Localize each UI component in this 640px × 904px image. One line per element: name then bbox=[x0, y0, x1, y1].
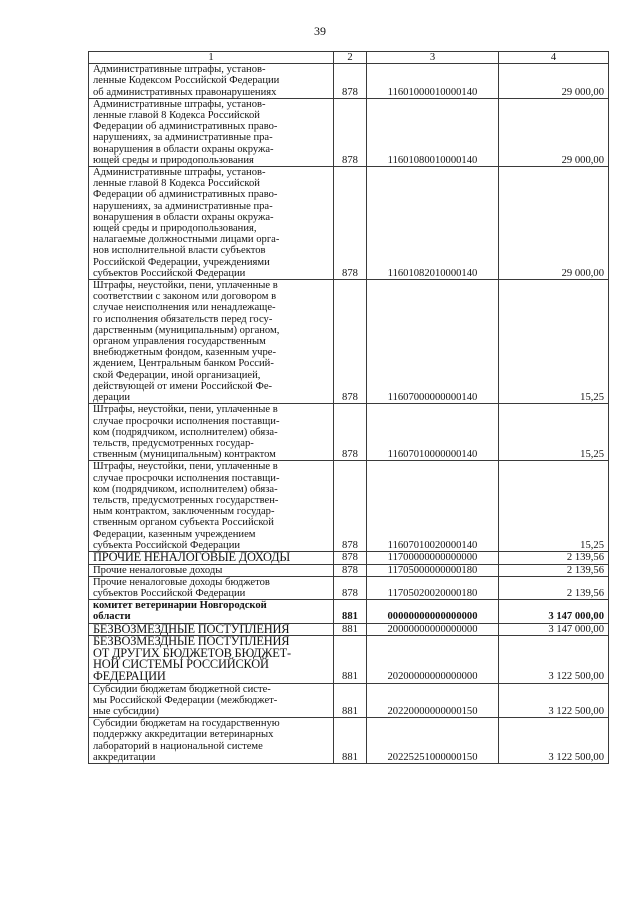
description-line: налагаемые должностными лицами орга- bbox=[93, 234, 280, 246]
description-line: Штрафы, неустойки, пени, уплаченные в bbox=[93, 404, 278, 416]
description-line: НОЙ СИСТЕМЫ РОССИЙСКОЙ bbox=[93, 657, 269, 672]
row-description bbox=[89, 461, 334, 552]
admin-code: 881 bbox=[334, 683, 367, 718]
description-line: соответствии с законом или договором в bbox=[93, 291, 277, 303]
description-line: ным контрактом, заключенным государ- bbox=[93, 506, 275, 518]
description-line: об административных правонарушениях bbox=[93, 86, 277, 98]
table-row bbox=[89, 167, 609, 280]
amount: 29 000,00 bbox=[499, 167, 609, 280]
description-line: Российской Федерации, учреждениями bbox=[93, 256, 270, 268]
budget-code: 11601000010000140 bbox=[367, 64, 499, 99]
description-line: Штрафы, неустойки, пени, уплаченные в bbox=[93, 461, 278, 473]
row-description bbox=[89, 98, 334, 166]
table-row bbox=[89, 64, 609, 99]
table-row bbox=[89, 600, 609, 623]
budget-code: 11705000000000180 bbox=[367, 564, 499, 576]
description-line: субъектов Российской Федерации bbox=[93, 587, 246, 599]
row-description bbox=[89, 683, 334, 718]
description-line: ющей среды и природопользования bbox=[93, 154, 254, 166]
description-line: Федерации, казенным учреждением bbox=[93, 528, 256, 540]
description-line: Прочие неналоговые доходы бюджетов bbox=[93, 576, 270, 588]
admin-code: 881 bbox=[334, 636, 367, 683]
admin-code: 878 bbox=[334, 461, 367, 552]
description-line: Административные штрафы, установ- bbox=[93, 98, 266, 110]
table-row bbox=[89, 404, 609, 461]
budget-code: 11607010000000140 bbox=[367, 404, 499, 461]
description-line: Субсидии бюджетам на государственную bbox=[93, 718, 280, 730]
description-line: поддержку аккредитации ветеринарных bbox=[93, 729, 274, 741]
amount: 3 147 000,00 bbox=[499, 623, 609, 636]
amount: 2 139,56 bbox=[499, 576, 609, 599]
description-line: ком (подрядчиком, исполнителем) обяза- bbox=[93, 483, 278, 495]
description-line: субъектов Российской Федерации bbox=[93, 267, 246, 279]
description-line: БЕЗВОЗМЕЗДНЫЕ ПОСТУПЛЕНИЯ bbox=[93, 634, 290, 649]
description-line: случае неисполнения или ненадлежаще- bbox=[93, 302, 276, 314]
description-line: ждением, Центральным банком Россий- bbox=[93, 358, 274, 370]
description-line: ской Федерации, иной организацией, bbox=[93, 369, 261, 381]
description-line: ленные главой 8 Кодекса Российской bbox=[93, 110, 260, 122]
description-line: мы Российской Федерации (межбюджет- bbox=[93, 694, 278, 706]
description-line: органом управления государственным bbox=[93, 336, 266, 348]
table-row bbox=[89, 551, 609, 564]
budget-code: 20200000000000000 bbox=[367, 636, 499, 683]
description-line: лабораторий в национальной системе bbox=[93, 740, 263, 752]
admin-code: 878 bbox=[334, 98, 367, 166]
admin-code: 878 bbox=[334, 564, 367, 576]
description-line: субъекта Российской Федерации bbox=[93, 539, 241, 551]
amount: 2 139,56 bbox=[499, 564, 609, 576]
budget-code: 20000000000000000 bbox=[367, 623, 499, 636]
description-line: ющей среды и природопользования, bbox=[93, 223, 257, 235]
description-line: ленные главой 8 Кодекса Российской bbox=[93, 178, 260, 190]
row-description bbox=[89, 576, 334, 599]
budget-code: 11700000000000000 bbox=[367, 551, 499, 564]
description-line: ОТ ДРУГИХ БЮДЖЕТОВ БЮДЖЕТ- bbox=[93, 645, 291, 660]
row-description bbox=[89, 636, 334, 683]
description-line: ные субсидии) bbox=[93, 705, 159, 717]
admin-code: 878 bbox=[334, 280, 367, 404]
table-row bbox=[89, 280, 609, 404]
budget-code: 00000000000000000 bbox=[367, 600, 499, 623]
description-line: ком (подрядчиком, исполнителем) обяза- bbox=[93, 426, 278, 438]
page-number: 39 bbox=[314, 24, 326, 38]
row-description bbox=[89, 64, 334, 99]
description-line: вонарушения в области охраны окружа- bbox=[93, 143, 274, 155]
table-row bbox=[89, 576, 609, 599]
description-line: ленные Кодексом Российской Федерации bbox=[93, 75, 280, 87]
description-line: аккредитации bbox=[93, 751, 156, 763]
row-description bbox=[89, 564, 334, 576]
table-row bbox=[89, 98, 609, 166]
amount: 3 122 500,00 bbox=[499, 718, 609, 764]
description-line: Административные штрафы, установ- bbox=[93, 64, 266, 76]
description-line: ФЕДЕРАЦИИ bbox=[93, 668, 166, 683]
budget-code: 11607000000000140 bbox=[367, 280, 499, 404]
table-row bbox=[89, 636, 609, 683]
description-line: Штрафы, неустойки, пени, уплаченные в bbox=[93, 280, 278, 292]
revenue-table bbox=[88, 51, 609, 764]
row-description bbox=[89, 167, 334, 280]
description-line: вонарушения в области охраны окружа- bbox=[93, 211, 274, 223]
table-header-row bbox=[89, 52, 609, 64]
description-line: тельств, предусмотренных государ- bbox=[93, 437, 254, 449]
table-row bbox=[89, 718, 609, 764]
budget-code: 20225251000000150 bbox=[367, 718, 499, 764]
header-col-1: 1 bbox=[89, 52, 334, 64]
table-row bbox=[89, 461, 609, 552]
amount: 3 122 500,00 bbox=[499, 636, 609, 683]
description-line: нарушениях, за административные пра- bbox=[93, 132, 273, 144]
description-line: дерации bbox=[93, 392, 131, 404]
amount: 3 147 000,00 bbox=[499, 600, 609, 623]
admin-code: 881 bbox=[334, 718, 367, 764]
description-line: нов исполнительной власти субъектов bbox=[93, 245, 266, 257]
row-description bbox=[89, 551, 334, 564]
description-line: БЕЗВОЗМЕЗДНЫЕ ПОСТУПЛЕНИЯ bbox=[93, 621, 290, 636]
description-line: случае просрочки исполнения поставщи- bbox=[93, 415, 280, 427]
row-description bbox=[89, 718, 334, 764]
header-col-2: 2 bbox=[334, 52, 367, 64]
amount: 3 122 500,00 bbox=[499, 683, 609, 718]
budget-code: 11607010020000140 bbox=[367, 461, 499, 552]
admin-code: 878 bbox=[334, 64, 367, 99]
description-line: области bbox=[93, 611, 131, 623]
admin-code: 881 bbox=[334, 600, 367, 623]
row-description bbox=[89, 600, 334, 623]
description-line: дарственным (муниципальным) органом, bbox=[93, 324, 280, 336]
budget-code: 11601082010000140 bbox=[367, 167, 499, 280]
description-line: Административные штрафы, установ- bbox=[93, 167, 266, 179]
description-line: случае просрочки исполнения поставщи- bbox=[93, 472, 280, 484]
admin-code: 878 bbox=[334, 576, 367, 599]
description-line: нарушениях, за административные пра- bbox=[93, 200, 273, 212]
description-line: тельств, предусмотренных государствен- bbox=[93, 494, 279, 506]
admin-code: 881 bbox=[334, 623, 367, 636]
description-line: ПРОЧИЕ НЕНАЛОГОВЫЕ ДОХОДЫ bbox=[93, 549, 290, 564]
description-line: Федерации об административных право- bbox=[93, 121, 278, 133]
description-line: Прочие неналоговые доходы bbox=[93, 564, 223, 576]
admin-code: 878 bbox=[334, 167, 367, 280]
row-description bbox=[89, 404, 334, 461]
description-line: Федерации об административных право- bbox=[93, 189, 278, 201]
header-col-4: 4 bbox=[499, 52, 609, 64]
table-row bbox=[89, 564, 609, 576]
description-line: ственным (муниципальным) контрактом bbox=[93, 449, 276, 461]
admin-code: 878 bbox=[334, 551, 367, 564]
budget-code: 20220000000000150 bbox=[367, 683, 499, 718]
amount: 2 139,56 bbox=[499, 551, 609, 564]
row-description bbox=[89, 280, 334, 404]
header-col-3: 3 bbox=[367, 52, 499, 64]
table-row bbox=[89, 683, 609, 718]
amount: 15,25 bbox=[499, 461, 609, 552]
amount: 15,25 bbox=[499, 404, 609, 461]
budget-code: 11705020020000180 bbox=[367, 576, 499, 599]
amount: 15,25 bbox=[499, 280, 609, 404]
description-line: внебюджетным фондом, казенным учре- bbox=[93, 347, 277, 359]
amount: 29 000,00 bbox=[499, 98, 609, 166]
description-line: го исполнения обязательств перед госу- bbox=[93, 313, 273, 325]
description-line: Субсидии бюджетам бюджетной систе- bbox=[93, 683, 271, 695]
description-line: ственным органом субъекта Российской bbox=[93, 517, 274, 529]
budget-code: 11601080010000140 bbox=[367, 98, 499, 166]
amount: 29 000,00 bbox=[499, 64, 609, 99]
admin-code: 878 bbox=[334, 404, 367, 461]
description-line: комитет ветеринарии Новгородской bbox=[93, 600, 267, 612]
description-line: действующей от имени Российской Фе- bbox=[93, 380, 273, 392]
